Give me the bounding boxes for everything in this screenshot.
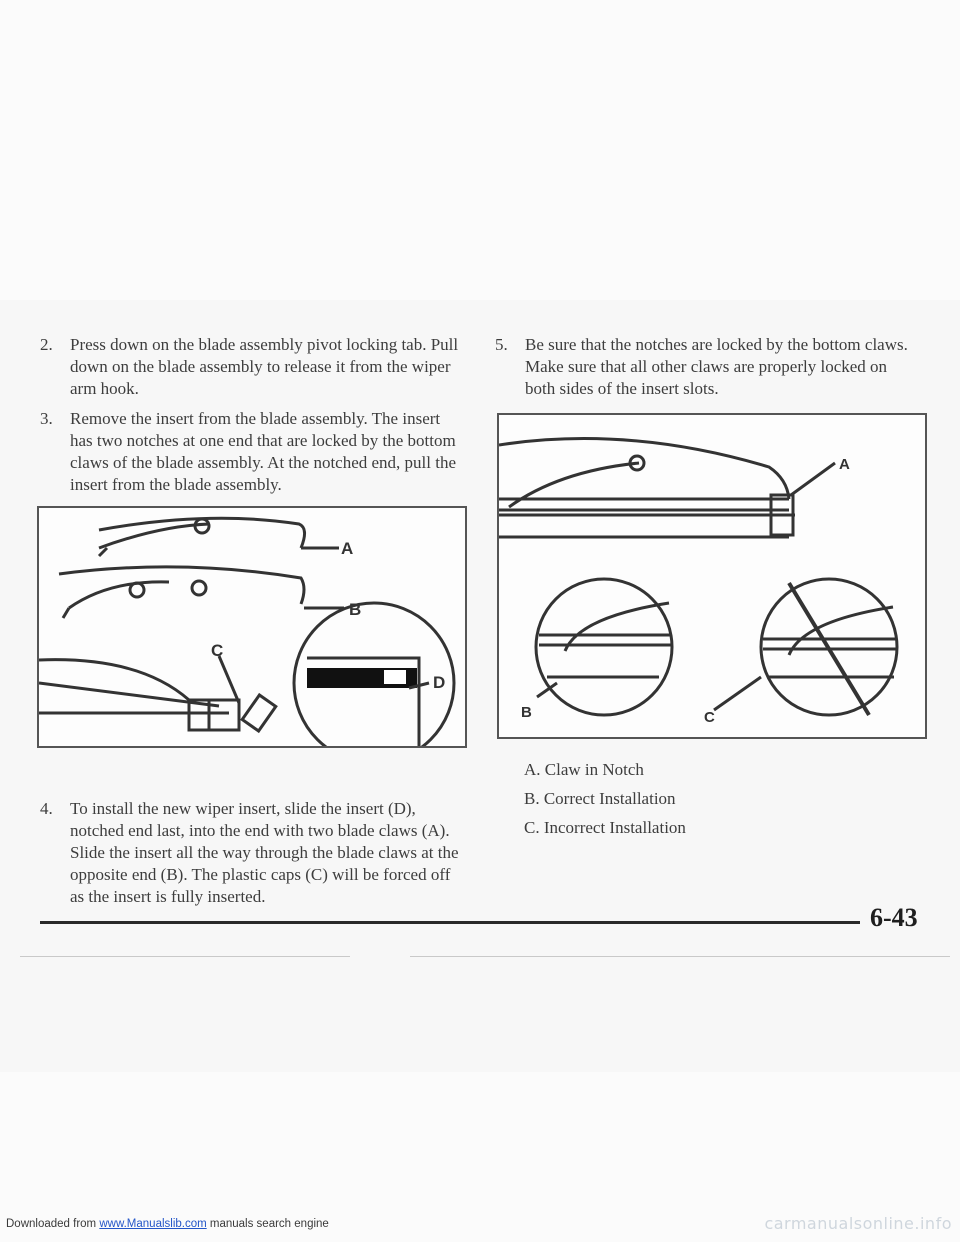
top-margin	[0, 0, 960, 300]
download-footer	[6, 1218, 329, 1230]
step-text: Be sure that the notches are locked by the bottom claws. Make sure that all other claws are properly locked on both sides of the insert slots.	[525, 335, 908, 398]
step-3	[40, 408, 465, 496]
callout-b: B	[349, 600, 362, 619]
step-text: Remove the insert from the blade assembly. The insert has two notches at one end that are locked by the bottom claws of the blade assembly. At the notched end, pull the insert from the blade assembly.	[70, 409, 457, 494]
watermark: carmanualsonline.info	[764, 1214, 952, 1233]
legend-item-c: C. Incorrect Installation	[524, 818, 686, 837]
footer-suffix: manuals search engine	[206, 1218, 329, 1230]
figure-claw-notch	[497, 413, 927, 739]
callout-d: D	[433, 673, 446, 692]
claw-notch-illustration	[499, 415, 925, 737]
page-number: 6-43	[870, 903, 918, 932]
footer-rule	[40, 921, 860, 924]
figure-insert-removal	[37, 506, 467, 748]
step-4	[40, 798, 465, 908]
manualslib-link[interactable]: www.Manualslib.com	[99, 1218, 207, 1230]
callout-a: A	[341, 539, 354, 558]
step-2	[40, 334, 465, 400]
scan-line	[20, 956, 350, 957]
figure-legend	[524, 755, 686, 842]
callout-c: C	[211, 641, 224, 660]
step-text: To install the new wiper insert, slide the insert (D), notched end last, into the end with two blade claws (A). Slide the insert all the way through the blade claws at the opposite end (B). The plastic caps (C) will be forced off as the insert is fully inserted.	[70, 799, 459, 906]
step-number: 5.	[495, 335, 508, 354]
footer-prefix: Downloaded from	[6, 1218, 100, 1230]
step-number: 4.	[40, 799, 53, 818]
wiper-blade-illustration	[39, 508, 465, 746]
callout-c: C	[704, 709, 715, 726]
callout-a: A	[839, 456, 850, 473]
step-number: 3.	[40, 409, 53, 428]
legend-item-a: A. Claw in Notch	[524, 760, 644, 779]
callout-b: B	[521, 704, 532, 721]
scan-line	[410, 956, 950, 957]
step-number: 2.	[40, 335, 53, 354]
step-text: Press down on the blade assembly pivot locking tab. Pull down on the blade assembly to release it from the wiper arm hook.	[70, 335, 459, 398]
step-5	[495, 334, 920, 400]
legend-item-b: B. Correct Installation	[524, 789, 676, 808]
